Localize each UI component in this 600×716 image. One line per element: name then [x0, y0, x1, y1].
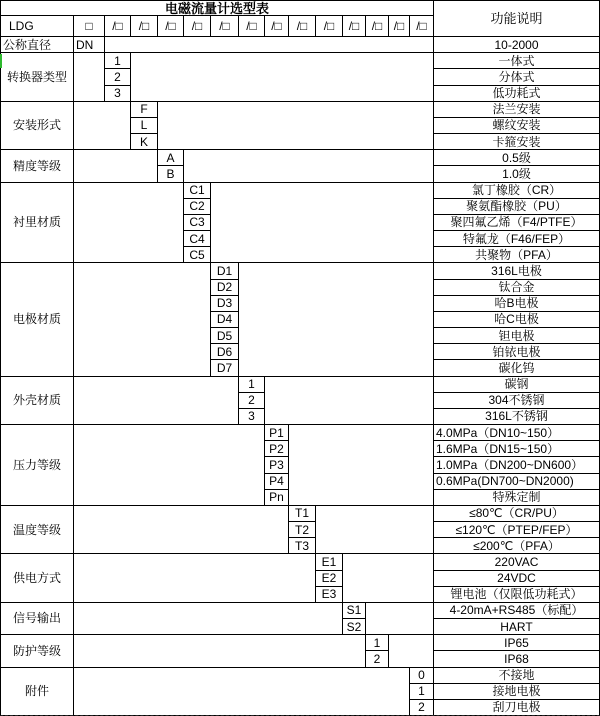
desc-cell: 304不锈钢 [434, 393, 599, 408]
code-cell: D6 [211, 344, 238, 359]
empty-cell [74, 635, 365, 666]
empty-cell [131, 53, 433, 101]
model-slot-box: /□ [105, 16, 130, 36]
table-title: 电磁流量计选型表 [1, 1, 433, 15]
desc-cell: IP68 [434, 651, 599, 666]
desc-cell: 钛合金 [434, 280, 599, 295]
desc-cell: 一体式 [434, 53, 599, 68]
desc-cell: 哈C电极 [434, 312, 599, 327]
desc-cell: 分体式 [434, 69, 599, 84]
function-column-header: 功能说明 [434, 1, 599, 36]
empty-cell [289, 425, 433, 505]
desc-cell: 刮刀电极 [434, 700, 599, 715]
desc-cell: 不接地 [434, 668, 599, 683]
model-slot-box: /□ [158, 16, 183, 36]
group-label: 电极材质 [1, 263, 73, 375]
empty-cell [74, 668, 409, 716]
code-cell: 2 [366, 651, 388, 666]
desc-cell: HART [434, 619, 599, 634]
code-cell: C2 [184, 199, 210, 214]
code-cell: C1 [184, 183, 210, 198]
code-cell: D1 [211, 263, 238, 278]
model-slot-box: /□ [410, 16, 433, 36]
model-slot-box: /□ [343, 16, 365, 36]
code-cell: D2 [211, 280, 238, 295]
empty-cell [343, 554, 433, 602]
code-cell: S2 [343, 619, 365, 634]
empty-cell [74, 603, 342, 634]
desc-cell: ≤200℃（PFA） [434, 538, 599, 553]
code-cell: D3 [211, 296, 238, 311]
diameter-code: DN [74, 37, 104, 52]
desc-cell: 锂电池（仅限低功耗式） [434, 587, 599, 602]
group-label: 外壳材质 [1, 377, 73, 425]
model-slot-box: /□ [184, 16, 210, 36]
desc-cell: 聚四氟乙烯（F4/PTFE） [434, 215, 599, 230]
group-label: 温度等级 [1, 506, 73, 554]
desc-cell: 卡箍安装 [434, 134, 599, 149]
desc-cell: IP65 [434, 635, 599, 650]
desc-cell: ≤80℃（CR/PU） [434, 506, 599, 521]
model-first-box: □ [74, 16, 104, 36]
empty-cell [105, 37, 433, 52]
code-cell: F [131, 102, 157, 117]
code-cell: E3 [316, 587, 342, 602]
empty-cell [74, 506, 288, 554]
empty-cell [158, 102, 433, 150]
empty-cell [239, 263, 433, 375]
group-label: 信号输出 [1, 603, 73, 634]
code-cell: C5 [184, 247, 210, 262]
code-cell: 3 [239, 409, 264, 424]
code-cell: Pn [265, 490, 288, 505]
desc-cell: 聚氨酯橡胶（PU） [434, 199, 599, 214]
code-cell: D5 [211, 328, 238, 343]
edge-selection-mark [0, 54, 2, 68]
code-cell: C3 [184, 215, 210, 230]
model-slot-box: /□ [389, 16, 409, 36]
code-cell: 2 [239, 393, 264, 408]
code-cell: 1 [366, 635, 388, 650]
desc-cell: 哈B电极 [434, 296, 599, 311]
desc-cell: 1.0MPa（DN200~DN600） [434, 457, 599, 472]
empty-cell [366, 603, 433, 634]
desc-cell: 法兰安装 [434, 102, 599, 117]
code-cell: S1 [343, 603, 365, 618]
empty-cell [74, 377, 238, 425]
group-label: 供电方式 [1, 554, 73, 602]
code-cell: D7 [211, 360, 238, 375]
desc-cell: 钽电极 [434, 328, 599, 343]
desc-cell: 特氟龙（F46/FEP） [434, 231, 599, 246]
code-cell: E1 [316, 554, 342, 569]
model-prefix: LDG [1, 16, 73, 36]
code-cell: K [131, 134, 157, 149]
code-cell: T1 [289, 506, 315, 521]
desc-cell: 4-20mA+RS485（标配） [434, 603, 599, 618]
group-label: 安装形式 [1, 102, 73, 150]
code-cell: 0 [410, 668, 433, 683]
code-cell: 1 [410, 684, 433, 699]
desc-cell: 0.5级 [434, 150, 599, 165]
code-cell: A [158, 150, 183, 165]
code-cell: L [131, 118, 157, 133]
code-cell: 1 [105, 53, 130, 68]
code-cell: 2 [105, 69, 130, 84]
code-cell: E2 [316, 571, 342, 586]
model-slot-box: /□ [366, 16, 388, 36]
model-slot-box: /□ [316, 16, 342, 36]
desc-cell: 1.6MPa（DN15~150） [434, 441, 599, 456]
desc-cell: 碳化钨 [434, 360, 599, 375]
empty-cell [74, 53, 104, 101]
empty-cell [74, 102, 130, 150]
model-slot-box: /□ [211, 16, 238, 36]
model-slot-box: /□ [131, 16, 157, 36]
code-cell: T2 [289, 522, 315, 537]
empty-cell [74, 554, 315, 602]
desc-cell: ≤120℃（PTEP/FEP） [434, 522, 599, 537]
desc-cell: 接地电极 [434, 684, 599, 699]
empty-cell [74, 425, 264, 505]
group-label: 衬里材质 [1, 183, 73, 263]
desc-cell: 316L电极 [434, 263, 599, 278]
empty-cell [316, 506, 433, 554]
desc-cell: 220VAC [434, 554, 599, 569]
group-label: 附件 [1, 668, 73, 716]
group-label: 防护等级 [1, 635, 73, 666]
empty-cell [74, 183, 183, 263]
group-label: 精度等级 [1, 150, 73, 181]
code-cell: P4 [265, 474, 288, 489]
code-cell: P2 [265, 441, 288, 456]
desc-cell: 铂铱电极 [434, 344, 599, 359]
code-cell: 2 [410, 700, 433, 715]
empty-cell [211, 183, 433, 263]
group-label: 压力等级 [1, 425, 73, 505]
desc-cell: 4.0MPa（DN10~150） [434, 425, 599, 440]
model-slot-box: /□ [265, 16, 288, 36]
empty-cell [74, 263, 210, 375]
desc-cell: 氯丁橡胶（CR） [434, 183, 599, 198]
diameter-label: 公称直径 [1, 37, 73, 52]
code-cell: D4 [211, 312, 238, 327]
empty-cell [265, 377, 433, 425]
code-cell: B [158, 166, 183, 181]
code-cell: C4 [184, 231, 210, 246]
desc-cell: 低功耗式 [434, 86, 599, 101]
desc-cell: 24VDC [434, 571, 599, 586]
desc-cell: 特殊定制 [434, 490, 599, 505]
desc-cell: 1.0级 [434, 166, 599, 181]
code-cell: 3 [105, 86, 130, 101]
desc-cell: 螺纹安装 [434, 118, 599, 133]
empty-cell [389, 635, 433, 666]
desc-cell: 碳钢 [434, 377, 599, 392]
group-label: 转换器类型 [1, 53, 73, 101]
code-cell: 1 [239, 377, 264, 392]
desc-cell: 共聚物（PFA） [434, 247, 599, 262]
desc-cell: 0.6MPa(DN700~DN2000) [434, 474, 599, 489]
model-slot-box: /□ [289, 16, 315, 36]
code-cell: P3 [265, 457, 288, 472]
code-cell: P1 [265, 425, 288, 440]
empty-cell [74, 150, 157, 181]
empty-cell [184, 150, 433, 181]
desc-cell: 316L不锈钢 [434, 409, 599, 424]
code-cell: T3 [289, 538, 315, 553]
model-slot-box: /□ [239, 16, 264, 36]
diameter-desc: 10-2000 [434, 37, 599, 52]
